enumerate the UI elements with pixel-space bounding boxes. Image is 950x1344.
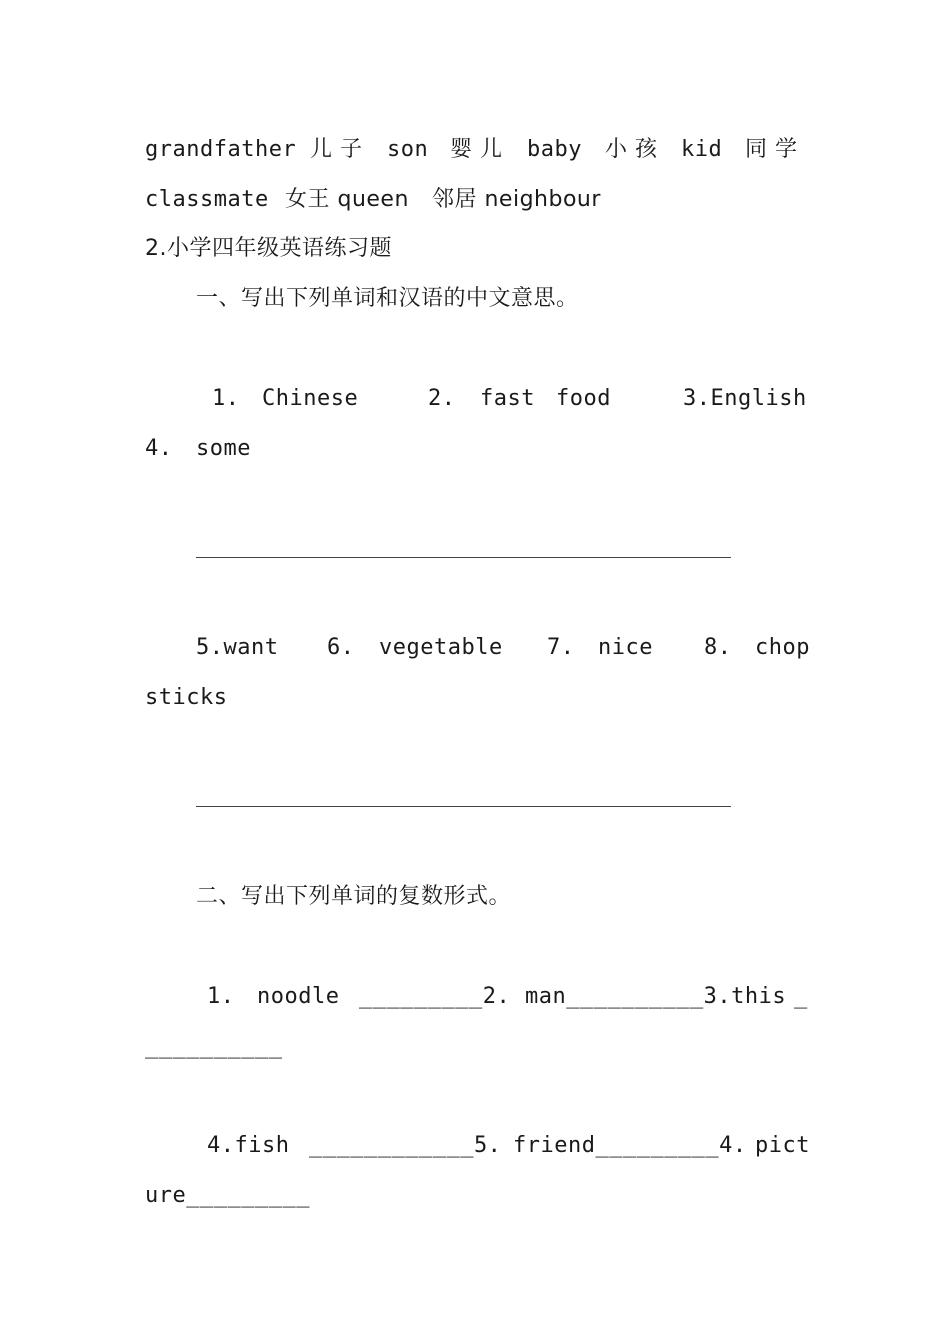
item-word: friend_________4. bbox=[513, 1133, 747, 1158]
vocab-word: baby bbox=[527, 137, 582, 162]
vocab-word: 邻居 neighbour bbox=[432, 187, 601, 212]
item-number: 6. bbox=[327, 635, 355, 660]
blank-with-number: ____________5. bbox=[309, 1133, 502, 1158]
item-number: 2. bbox=[428, 386, 456, 411]
answer-line bbox=[196, 806, 731, 807]
item-number: 1. bbox=[212, 386, 240, 411]
item-word: food bbox=[556, 386, 611, 411]
vocab-word: grandfather bbox=[145, 137, 297, 162]
item-word: noodle bbox=[257, 984, 340, 1009]
answer-line bbox=[196, 557, 731, 558]
item-word: nice bbox=[598, 635, 653, 660]
vocab-word: kid bbox=[681, 137, 723, 162]
vocab-word: classmate bbox=[145, 187, 269, 212]
item-word: fast bbox=[480, 386, 535, 411]
vocab-word: 婴 儿 bbox=[450, 137, 503, 162]
section-title: 2.小学四年级英语练习题 bbox=[145, 236, 392, 261]
item-word: Chinese bbox=[262, 386, 359, 411]
item-number: 8. bbox=[704, 635, 732, 660]
vocab-word: 女王 queen bbox=[285, 187, 409, 212]
item-word: sticks bbox=[145, 685, 228, 710]
item-word: some bbox=[196, 436, 251, 461]
item-word: 4.fish bbox=[207, 1133, 290, 1158]
item-word: chop bbox=[755, 635, 810, 660]
item-word: man__________3.this bbox=[525, 984, 787, 1009]
item-number: 7. bbox=[547, 635, 575, 660]
vocab-word: 小 孩 bbox=[605, 137, 658, 162]
item-number: 1. bbox=[207, 984, 235, 1009]
vocab-word: son bbox=[387, 137, 429, 162]
item-word: ure_________ bbox=[145, 1183, 310, 1208]
vocab-word: 同 学 bbox=[745, 137, 798, 162]
item-word: vegetable bbox=[379, 635, 503, 660]
part2-heading: 二、写出下列单词的复数形式。 bbox=[196, 884, 512, 909]
item-word: pict bbox=[755, 1133, 810, 1158]
item-word: 3.English bbox=[683, 386, 807, 411]
blank-with-number: _________2. bbox=[359, 984, 511, 1009]
item-word: 5.want bbox=[196, 635, 279, 660]
blank: __________ bbox=[145, 1034, 283, 1059]
part1-heading: 一、写出下列单词和汉语的中文意思。 bbox=[196, 286, 579, 311]
item-number: 4. bbox=[145, 436, 173, 461]
vocab-word: 儿 子 bbox=[310, 137, 363, 162]
blank: _ bbox=[794, 984, 808, 1009]
